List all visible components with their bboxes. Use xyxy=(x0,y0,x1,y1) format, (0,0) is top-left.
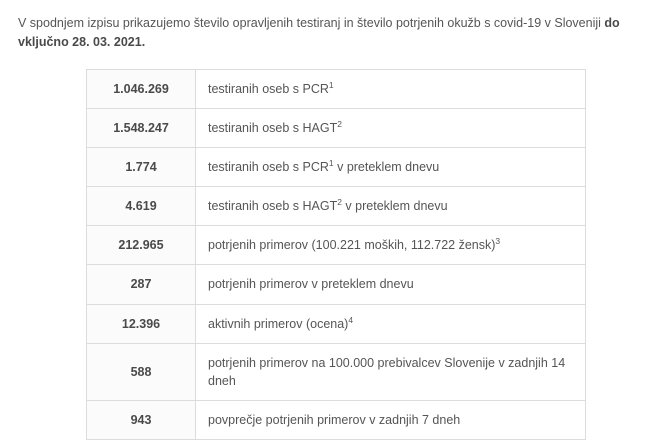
table-row xyxy=(87,69,586,108)
stat-label-text: potrjenih primerov (100.221 moških, 112.722 žensk) xyxy=(208,238,496,253)
footnote-marker: 1 xyxy=(328,157,334,168)
footnote-marker: 3 xyxy=(495,236,501,247)
table-row xyxy=(87,343,586,400)
footnote-marker: 2 xyxy=(337,118,342,129)
stat-label-text: testiranih oseb s PCR xyxy=(208,160,329,174)
table-row xyxy=(87,400,586,439)
stat-label-text: aktivnih primerov (ocena) xyxy=(208,316,349,331)
stat-label xyxy=(196,400,586,439)
table-row xyxy=(87,226,586,265)
stat-label-text-after: v preteklem dnevu xyxy=(333,160,440,174)
stat-label-text: testiranih oseb s HAGT xyxy=(208,120,338,135)
stat-label-text: testiranih oseb s HAGT xyxy=(208,199,338,214)
stat-value: 287 xyxy=(87,265,196,304)
stat-value: 943 xyxy=(87,400,196,439)
stat-value: 1.046.269 xyxy=(87,69,196,108)
stat-value: 12.396 xyxy=(87,304,196,343)
stat-label xyxy=(196,304,586,343)
covid-stats-table xyxy=(86,69,586,440)
footnote-marker: 1 xyxy=(328,79,334,90)
stat-label xyxy=(196,187,586,226)
intro-text: V spodnjem izpisu prikazujemo število opravljenih testiranj in število potrjenih okužb s covid-19 v Sloveniji xyxy=(18,16,605,30)
stat-value: 588 xyxy=(87,343,196,400)
stat-label xyxy=(196,69,586,108)
table-row xyxy=(87,304,586,343)
stat-value: 212.965 xyxy=(87,226,196,265)
stat-label xyxy=(196,148,586,187)
stat-value: 1.774 xyxy=(87,148,196,187)
intro-paragraph xyxy=(18,14,635,53)
stat-label xyxy=(196,265,586,304)
footnote-marker: 4 xyxy=(348,314,354,325)
stat-label xyxy=(196,226,586,265)
table-row xyxy=(87,108,586,147)
table-row xyxy=(87,265,586,304)
table-row xyxy=(87,148,586,187)
stat-label-text-after: v preteklem dnevu xyxy=(341,199,448,214)
table-row xyxy=(87,187,586,226)
stat-value: 1.548.247 xyxy=(87,108,196,147)
stat-label xyxy=(196,343,586,400)
footnote-marker: 2 xyxy=(337,196,342,207)
stat-value: 4.619 xyxy=(87,187,196,226)
table-body xyxy=(87,69,586,439)
stat-label xyxy=(196,108,586,147)
stat-label-text: potrjenih primerov v preteklem dnevu xyxy=(208,277,414,292)
stat-label-text: testiranih oseb s PCR xyxy=(208,81,329,96)
stat-label-text: povprečje potrjenih primerov v zadnjih 7 dneh xyxy=(208,412,461,427)
stat-label-text: potrjenih primerov na 100.000 prebivalcev Slovenije v zadnjih 14 dneh xyxy=(208,355,566,388)
intro-bold-date: do vključno 28. 03. 2021. xyxy=(18,16,620,50)
